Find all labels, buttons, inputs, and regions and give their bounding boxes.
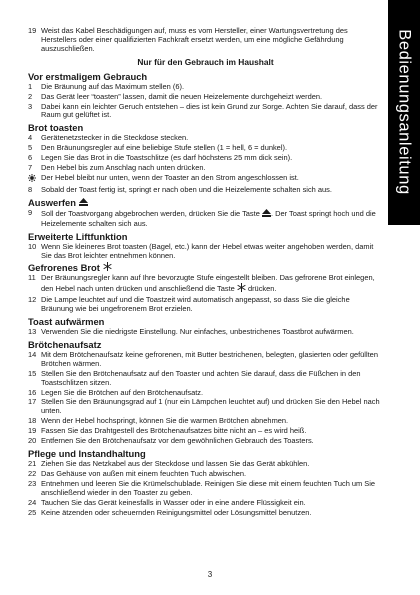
item-number: 4 bbox=[28, 133, 33, 143]
item-number: 23 bbox=[28, 478, 37, 488]
item-number: 14 bbox=[28, 349, 37, 359]
item-text bbox=[41, 417, 383, 426]
item-text-part: Die Bräunung auf das Maximum stellen (6). bbox=[41, 81, 185, 91]
side-tab bbox=[388, 0, 420, 225]
item-text bbox=[41, 509, 383, 518]
item-number: 16 bbox=[28, 387, 37, 397]
manual-content bbox=[28, 27, 383, 518]
list-item bbox=[28, 509, 383, 518]
section-heading-text: Brötchenaufsatz bbox=[28, 338, 102, 350]
item-text bbox=[41, 398, 383, 416]
item-text-part: Mit dem Brötchenaufsatz keine gefrorenen, mit Butter bestrichenen, belegten, glasierten oder gefüllten Brötchen wärmen. bbox=[41, 349, 378, 368]
item-number: 6 bbox=[28, 153, 33, 163]
item-text-part: Der Hebel bleibt nur unten, wenn der Toaster an den Strom angeschlossen ist. bbox=[41, 172, 299, 182]
eject-icon bbox=[262, 209, 271, 220]
section-heading bbox=[28, 339, 383, 350]
item-text bbox=[41, 470, 383, 479]
item-number: 8 bbox=[28, 184, 33, 194]
item-text bbox=[41, 274, 383, 295]
item-text-part: Wenn Sie kleineres Brot toasten (Bagel, etc.) kann der Hebel etwas weiter angehoben werden, damit Sie das Brot leichter entnehmen können. bbox=[41, 241, 374, 260]
list-item bbox=[28, 164, 383, 173]
item-text bbox=[41, 83, 383, 92]
section-heading-text: Erweiterte Liftfunktion bbox=[28, 230, 128, 242]
section-heading bbox=[28, 122, 383, 133]
item-number: 24 bbox=[28, 497, 37, 507]
item-text bbox=[41, 144, 383, 153]
item-text bbox=[41, 103, 383, 121]
list-item bbox=[28, 154, 383, 163]
item-text bbox=[41, 93, 383, 102]
section-heading bbox=[28, 262, 383, 273]
section-heading-text: Nur für den Gebrauch im Haushalt bbox=[137, 56, 274, 67]
item-text bbox=[41, 164, 383, 173]
list-item bbox=[28, 417, 383, 426]
item-number: 22 bbox=[28, 468, 37, 478]
list-item bbox=[28, 83, 383, 92]
list-item bbox=[28, 27, 383, 54]
item-text-part: Der Bräunungsregler kann auf Ihre bevorzugte Stufe eingestellt bleiben. Das gefrorene Brot einlegen, den Hebel nach unten drücken und anschließend die Taste bbox=[41, 273, 375, 294]
item-number: 11 bbox=[28, 273, 36, 283]
list-item bbox=[28, 351, 383, 369]
item-text bbox=[41, 389, 383, 398]
list-item bbox=[28, 274, 383, 295]
item-text-part: Dabei kann ein leichter Geruch entstehen – dies ist kein Grund zur Sorge. Achten Sie darauf, dass der Raum gut gelüftet ist. bbox=[41, 101, 378, 120]
list-item bbox=[28, 470, 383, 479]
list-item bbox=[28, 209, 383, 229]
snowflake-icon bbox=[237, 283, 246, 295]
item-number: 2 bbox=[28, 91, 33, 101]
item-number: 17 bbox=[28, 397, 37, 407]
item-text bbox=[41, 351, 383, 369]
item-number: 5 bbox=[28, 143, 33, 153]
item-text bbox=[41, 134, 383, 143]
list-item bbox=[28, 460, 383, 469]
list-item bbox=[28, 427, 383, 436]
item-text-part: . Der Toast springt hoch und die Heizelemente schalten sich aus. bbox=[41, 208, 376, 228]
item-text-part: Legen Sie das Brot in die Toastschlitze (es darf höchstens 25 mm dick sein). bbox=[41, 153, 293, 163]
snowflake-icon bbox=[103, 262, 112, 273]
section-heading-text: Vor erstmaligem Gebrauch bbox=[28, 70, 148, 82]
page-number: 3 bbox=[207, 570, 213, 579]
item-number: 13 bbox=[28, 327, 37, 337]
item-text bbox=[41, 209, 383, 229]
eject-icon bbox=[79, 197, 88, 208]
item-number bbox=[28, 174, 41, 185]
item-text-part: Entfernen Sie den Brötchenaufsatz vor dem gewöhnlichen Gebrauch des Toasters. bbox=[41, 436, 314, 446]
item-text-part: Gerätenetzstecker in die Steckdose stecken. bbox=[41, 133, 189, 143]
section-heading bbox=[28, 231, 383, 242]
item-text-part: Sobald der Toast fertig ist, springt er nach oben und die Heizelemente schalten sich aus. bbox=[41, 184, 332, 194]
item-text-part: Stellen Sie den Bräunungsgrad auf 1 (nur ein Lämpchen leuchtet auf) und drücken Sie den Hebel nach unten. bbox=[41, 397, 380, 416]
item-text-part: Den Hebel bis zum Anschlag nach unten drücken. bbox=[41, 163, 206, 173]
item-text-part: Die Lampe leuchtet auf und die Toastzeit wird automatisch angepasst, so dass Sie die gleiche Bräunung wie bei ungefrorenem Brot erzielen. bbox=[41, 295, 350, 314]
item-number: 1 bbox=[28, 81, 33, 91]
item-number: 15 bbox=[28, 368, 37, 378]
sun-warning-icon bbox=[28, 175, 36, 184]
item-text bbox=[41, 154, 383, 163]
list-item bbox=[28, 93, 383, 102]
item-number: 21 bbox=[28, 459, 37, 468]
item-number: 18 bbox=[28, 416, 37, 426]
item-text-part: Das Gerät leer “toasten” lassen, damit die neuen Heizelemente durchgeheizt werden. bbox=[41, 91, 323, 101]
list-item bbox=[28, 144, 383, 153]
list-item bbox=[28, 437, 383, 446]
list-item bbox=[28, 103, 383, 121]
item-text-part: Stellen Sie den Brötchenaufsatz auf den Toaster und achten Sie darauf, dass die Füßchen in den Toastschlitzen sitzen. bbox=[41, 368, 361, 387]
list-item bbox=[28, 328, 383, 337]
item-text bbox=[41, 370, 383, 388]
section-heading bbox=[28, 316, 383, 327]
list-item bbox=[28, 174, 383, 185]
item-text bbox=[41, 296, 383, 314]
item-number: 19 bbox=[28, 26, 37, 35]
item-text bbox=[41, 427, 383, 436]
item-text-part: Keine ätzenden oder scheuernden Reinigungsmittel oder Lösungsmittel benutzen. bbox=[41, 507, 312, 517]
section-heading-text: Auswerfen bbox=[28, 196, 76, 208]
section-heading bbox=[28, 448, 383, 459]
list-item bbox=[28, 499, 383, 508]
item-text-part: Verwenden Sie die niedrigste Einstellung. Nur einfaches, unbestrichenes Toastbrot aufwärmen. bbox=[41, 327, 354, 337]
item-text-part: Weist das Kabel Beschädigungen auf, muss es vom Hersteller, einer Wartungsvertretung des Herstellers oder einer qualifizierten Fachkraft ersetzt werden, um eine mögliche Gefährdung auszuschließen. bbox=[41, 26, 348, 53]
item-text bbox=[41, 186, 383, 195]
item-text bbox=[41, 328, 383, 337]
item-text-part: Entnehmen und leeren Sie die Krümelschublade. Reinigen Sie diese mit einem feuchten Tuch um Sie anschließend wieder in den Toaster zu geben. bbox=[41, 478, 376, 497]
section-heading-text: Toast aufwärmen bbox=[28, 316, 105, 328]
item-text bbox=[41, 27, 383, 54]
item-number: 9 bbox=[28, 207, 33, 217]
section-heading bbox=[28, 71, 383, 82]
item-text-part: Ziehen Sie das Netzkabel aus der Steckdose und lassen Sie das Gerät abkühlen. bbox=[41, 459, 310, 468]
item-text bbox=[41, 480, 383, 498]
item-number: 25 bbox=[28, 507, 37, 517]
list-item bbox=[28, 398, 383, 416]
item-text-part: Legen Sie die Brötchen auf den Brötchenaufsatz. bbox=[41, 387, 204, 397]
list-item bbox=[28, 370, 383, 388]
list-item bbox=[28, 389, 383, 398]
item-number: 19 bbox=[28, 426, 37, 436]
list-item bbox=[28, 243, 383, 261]
item-text bbox=[41, 437, 383, 446]
item-text-part: Soll der Toastvorgang abgebrochen werden, drücken Sie die Taste bbox=[41, 208, 260, 218]
item-number: 10 bbox=[28, 241, 37, 251]
list-item bbox=[28, 134, 383, 143]
list-item bbox=[28, 480, 383, 498]
item-number: 7 bbox=[28, 163, 33, 173]
section-heading-text: Gefrorenes Brot bbox=[28, 262, 100, 274]
section-heading-text: Brot toasten bbox=[28, 122, 84, 134]
item-text-part: Den Bräunungsregler auf eine beliebige Stufe stellen (1 = hell, 6 = dunkel). bbox=[41, 143, 288, 153]
section-heading bbox=[28, 197, 383, 208]
item-text-part: drücken. bbox=[245, 284, 277, 294]
item-text bbox=[41, 174, 383, 185]
item-text-part: Wenn der Hebel hochspringt, können Sie die warmen Brötchen abnehmen. bbox=[41, 416, 289, 426]
section-note bbox=[28, 57, 383, 67]
item-text bbox=[41, 460, 383, 469]
list-item bbox=[28, 296, 383, 314]
item-number: 12 bbox=[28, 295, 37, 305]
item-text bbox=[41, 499, 383, 508]
item-text-part: Das Gehäuse von außen mit einem feuchten Tuch abwischen. bbox=[41, 468, 247, 478]
side-tab-label: Bedienungsanleitung bbox=[395, 29, 414, 195]
item-number: 3 bbox=[28, 101, 33, 111]
item-text-part: Tauchen Sie das Gerät keinesfalls in Wasser oder in eine andere Flüssigkeit ein. bbox=[41, 497, 306, 507]
section-heading-text: Pflege und Instandhaltung bbox=[28, 448, 146, 459]
item-text bbox=[41, 243, 383, 261]
list-item bbox=[28, 186, 383, 195]
item-text-part: Fassen Sie das Drahtgestell des Brötchenaufsatzes bitte nicht an – es wird heiß. bbox=[41, 426, 307, 436]
item-number: 20 bbox=[28, 436, 37, 446]
